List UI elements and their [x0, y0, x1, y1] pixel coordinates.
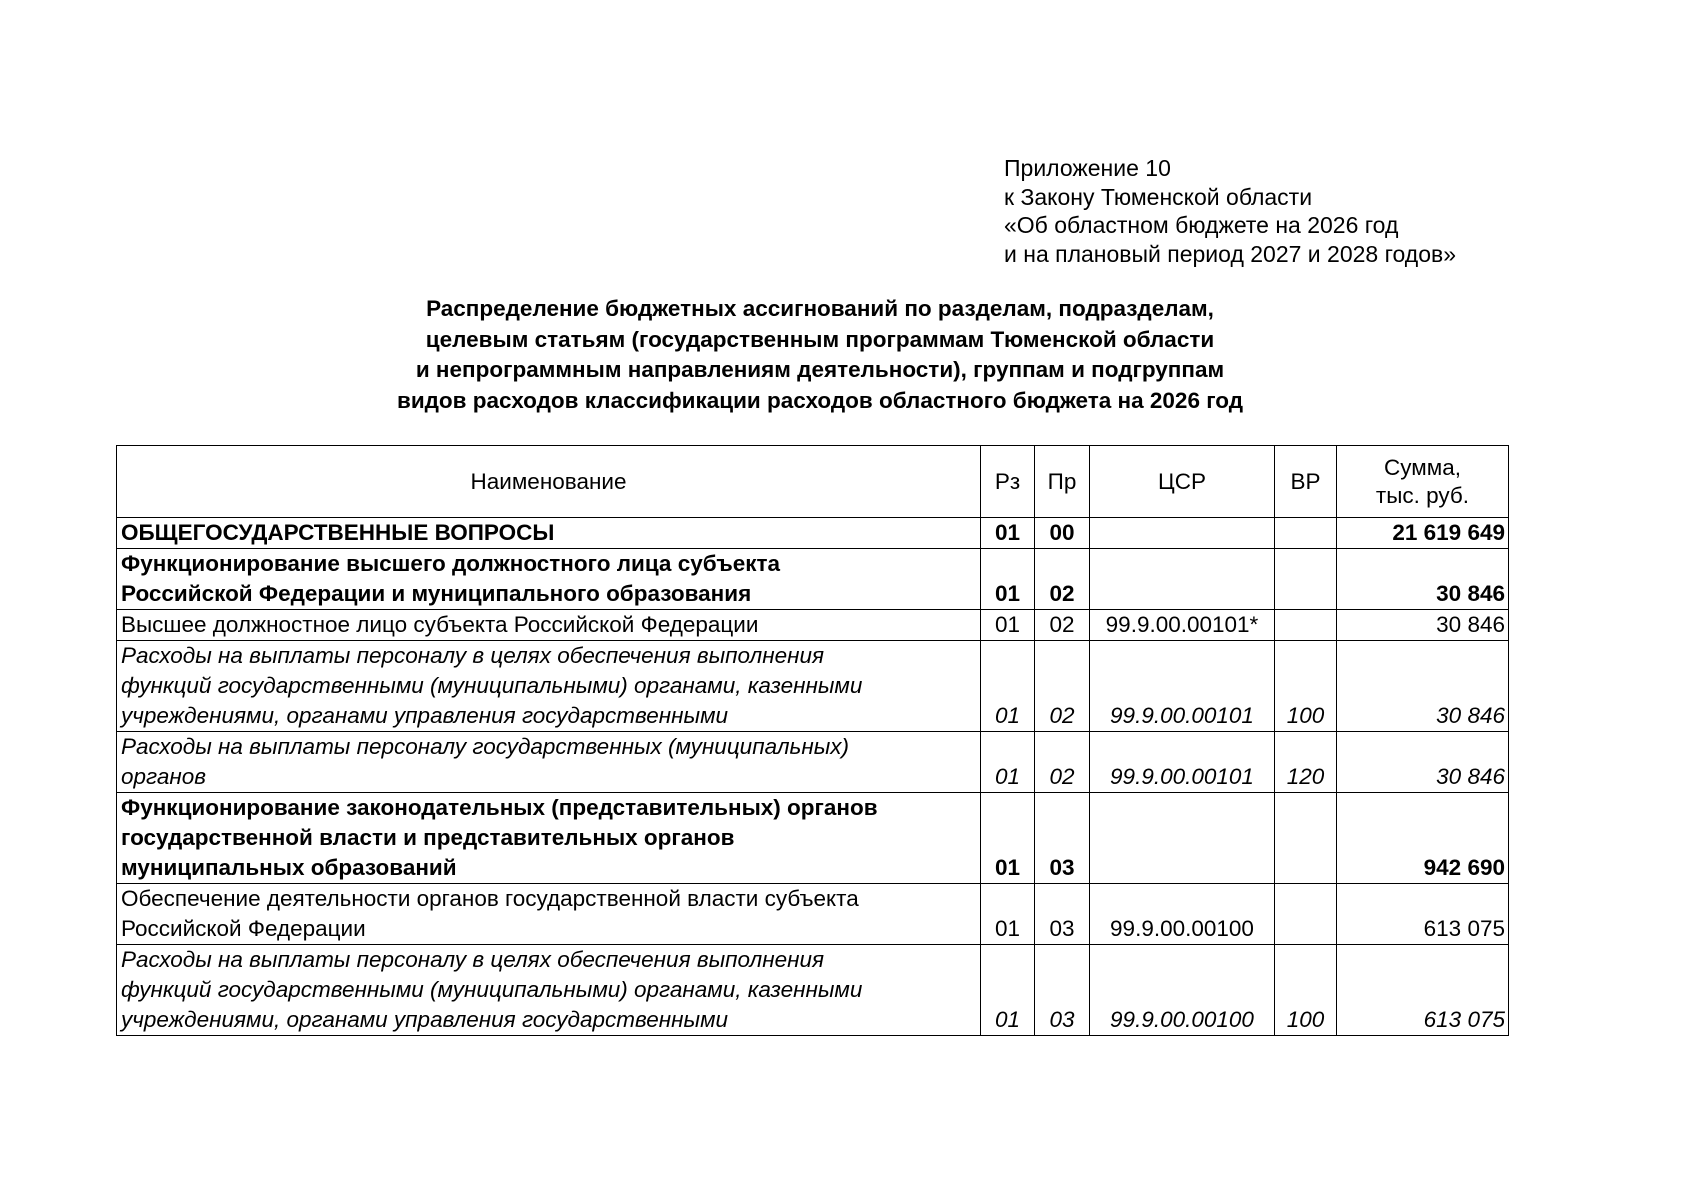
title-line: целевым статьям (государственным программам Тюменской области: [425, 326, 1215, 352]
cell-rz: 01: [981, 549, 1035, 610]
cell-sum: 30 846: [1337, 732, 1509, 793]
cell-sum: 21 619 649: [1337, 518, 1509, 549]
cell-name-line: Функционирование законодательных (представительных) органов: [121, 795, 878, 820]
table-row: [117, 884, 1509, 945]
cell-vr: [1275, 884, 1337, 945]
cell-name-line: ОБЩЕГОСУДАРСТВЕННЫЕ ВОПРОСЫ: [121, 520, 555, 545]
appendix-note: [1004, 154, 1456, 268]
cell-name: [117, 610, 981, 641]
header-sum-line2: тыс. руб.: [1375, 482, 1470, 508]
cell-sum: 30 846: [1337, 641, 1509, 732]
cell-rz: 01: [981, 945, 1035, 1036]
cell-pr: 00: [1035, 518, 1090, 549]
table-body: [117, 518, 1509, 1036]
table-row: [117, 732, 1509, 793]
cell-name-line: Российской Федерации: [121, 916, 366, 941]
cell-vr: 100: [1275, 641, 1337, 732]
cell-rz: 01: [981, 518, 1035, 549]
cell-name-line: государственной власти и представительных органов: [121, 825, 735, 850]
cell-name: [117, 945, 981, 1036]
cell-sum: 613 075: [1337, 945, 1509, 1036]
cell-pr: 02: [1035, 732, 1090, 793]
cell-pr: 02: [1035, 610, 1090, 641]
cell-pr: 02: [1035, 641, 1090, 732]
cell-name-line: функций государственными (муниципальными) органами, казенными: [121, 673, 863, 698]
cell-vr: [1275, 793, 1337, 884]
header-pr: Пр: [1035, 446, 1090, 518]
cell-name-line: Высшее должностное лицо субъекта Российской Федерации: [121, 612, 759, 637]
cell-name-line: Расходы на выплаты персоналу в целях обеспечения выполнения: [121, 947, 825, 972]
cell-name-line: Российской Федерации и муниципального образования: [121, 581, 752, 606]
cell-rz: 01: [981, 641, 1035, 732]
cell-pr: 03: [1035, 793, 1090, 884]
cell-rz: 01: [981, 793, 1035, 884]
cell-csr: 99.9.00.00100: [1090, 945, 1275, 1036]
cell-vr: [1275, 518, 1337, 549]
cell-name-line: учреждениями, органами управления государственными: [121, 703, 729, 728]
cell-name-line: муниципальных образований: [121, 855, 457, 880]
cell-csr: [1090, 549, 1275, 610]
header-name: Наименование: [117, 446, 981, 518]
title-line: видов расходов классификации расходов областного бюджета на 2026 год: [396, 387, 1244, 413]
cell-sum: 30 846: [1337, 610, 1509, 641]
appendix-line: «Об областном бюджете на 2026 год: [1004, 212, 1399, 238]
cell-name-line: Расходы на выплаты персоналу государственных (муниципальных): [121, 734, 850, 759]
cell-pr: 03: [1035, 945, 1090, 1036]
cell-vr: [1275, 610, 1337, 641]
cell-csr: [1090, 518, 1275, 549]
title-line: и непрограммным направлениям деятельности), группам и подгруппам: [415, 357, 1225, 382]
cell-pr: 02: [1035, 549, 1090, 610]
cell-name: [117, 641, 981, 732]
cell-csr: 99.9.00.00100: [1090, 884, 1275, 945]
table-row: [117, 549, 1509, 610]
cell-vr: 100: [1275, 945, 1337, 1036]
table-row: [117, 518, 1509, 549]
cell-csr: 99.9.00.00101*: [1090, 610, 1275, 641]
cell-name-line: функций государственными (муниципальными) органами, казенными: [121, 977, 863, 1002]
cell-name-line: учреждениями, органами управления государственными: [121, 1007, 729, 1032]
cell-name-line: Функционирование высшего должностного лица субъекта: [121, 551, 781, 576]
table-row: [117, 945, 1509, 1036]
cell-vr: [1275, 549, 1337, 610]
cell-name: [117, 518, 981, 549]
cell-name-line: органов: [121, 764, 207, 789]
appendix-line: Приложение 10: [1004, 155, 1171, 181]
appendix-line: к Закону Тюменской области: [1004, 183, 1313, 210]
cell-sum: 613 075: [1337, 884, 1509, 945]
title-line: Распределение бюджетных ассигнований по разделам, подразделам,: [426, 296, 1214, 321]
cell-csr: 99.9.00.00101: [1090, 641, 1275, 732]
header-csr: ЦСР: [1090, 446, 1275, 518]
cell-name-line: Обеспечение деятельности органов государственной власти субъекта: [121, 886, 859, 911]
cell-vr: 120: [1275, 732, 1337, 793]
budget-table: [116, 445, 1509, 1036]
table-row: [117, 641, 1509, 732]
header-vr: ВР: [1275, 446, 1337, 518]
cell-name: [117, 549, 981, 610]
cell-sum: 30 846: [1337, 549, 1509, 610]
header-sum: [1337, 446, 1509, 518]
header-rz: Рз: [981, 446, 1035, 518]
cell-name: [117, 884, 981, 945]
cell-name: [117, 732, 981, 793]
appendix-line: и на плановый период 2027 и 2028 годов»: [1004, 240, 1456, 267]
cell-csr: 99.9.00.00101: [1090, 732, 1275, 793]
cell-name-line: Расходы на выплаты персоналу в целях обеспечения выполнения: [121, 643, 825, 668]
cell-rz: 01: [981, 884, 1035, 945]
header-sum-line1: Сумма,: [1384, 454, 1461, 480]
cell-pr: 03: [1035, 884, 1090, 945]
document-title: [300, 294, 1340, 416]
cell-name: [117, 793, 981, 884]
cell-csr: [1090, 793, 1275, 884]
cell-sum: 942 690: [1337, 793, 1509, 884]
table-row: [117, 610, 1509, 641]
table-row: [117, 793, 1509, 884]
table-header-row: [117, 446, 1509, 518]
cell-rz: 01: [981, 610, 1035, 641]
cell-rz: 01: [981, 732, 1035, 793]
